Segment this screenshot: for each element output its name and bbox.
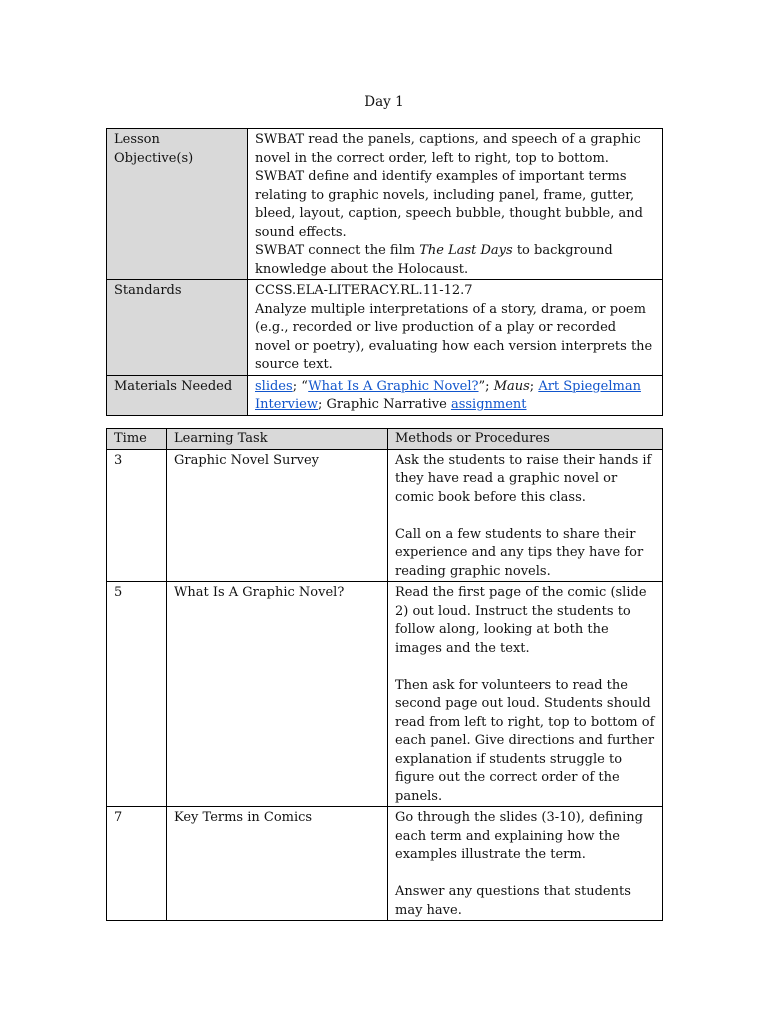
standard-code: CCSS.ELA-LITERACY.RL.11-12.7 — [255, 283, 473, 298]
table-header-row — [107, 429, 663, 450]
objectives-cell — [248, 129, 663, 280]
assignment-link[interactable]: assignment — [450, 397, 527, 412]
time-cell: 5 — [107, 582, 167, 807]
methods-cell — [388, 582, 663, 807]
objective-1: SWBAT read the panels, captions, and speech of a graphic novel in the correct order, left to right, top to bottom. — [255, 132, 641, 166]
lesson-plan-table — [106, 128, 663, 416]
task-cell: What Is A Graphic Novel? — [167, 582, 388, 807]
header-methods: Methods or Procedures — [388, 429, 663, 450]
table-row — [107, 582, 663, 807]
slides-link[interactable]: slides — [255, 378, 293, 394]
standards-cell — [248, 280, 663, 376]
method-step: Read the first page of the comic (slide 2) out loud. Instruct the students to follow along, looking at both the images and the text. — [395, 585, 647, 656]
objectives-label: Lesson Objective(s) — [107, 129, 248, 280]
task-cell: Key Terms in Comics — [167, 807, 388, 921]
header-time: Time — [107, 429, 167, 450]
header-learning-task: Learning Task — [167, 429, 388, 450]
table-row — [107, 807, 663, 921]
standards-row — [107, 280, 663, 376]
objective-3-suffix: to background knowledge about the Holocaust. — [255, 243, 613, 277]
materials-separator: ; Graphic Narrative — [317, 397, 451, 412]
materials-cell — [248, 375, 663, 415]
objective-3 — [255, 242, 655, 279]
methods-cell — [388, 449, 663, 582]
materials-row — [107, 375, 663, 415]
materials-label: Materials Needed — [107, 375, 248, 415]
standards-label: Standards — [107, 280, 248, 376]
method-step: Go through the slides (3-10), defining each term and explaining how the examples illustrate the term. — [395, 810, 643, 862]
method-step: Then ask for volunteers to read the second page out loud. Students should read from left to right, top to bottom of each panel. Give directions and further explanation if students struggle to figure out the correct order of the panels. — [395, 677, 655, 804]
methods-cell — [388, 807, 663, 921]
spiegelman-interview-link[interactable]: Art Spiegelman Interview — [255, 378, 641, 412]
film-title: The Last Days — [419, 243, 513, 258]
maus-title: Maus — [493, 378, 530, 394]
graphic-novel-link[interactable]: What Is A Graphic Novel? — [308, 378, 479, 394]
task-cell: Graphic Novel Survey — [167, 449, 388, 582]
time-cell: 7 — [107, 807, 167, 921]
table-row — [107, 449, 663, 582]
materials-separator: ; “ — [292, 378, 309, 394]
objective-2: SWBAT define and identify examples of important terms relating to graphic novels, including panel, frame, gutter, bleed, layout, caption, speech bubble, thought bubble, and sound effects. — [255, 169, 643, 240]
standard-text: Analyze multiple interpretations of a story, drama, or poem (e.g., recorded or live production of a play or recorded novel or poetry), evaluating how each version interprets the source text. — [255, 301, 653, 372]
method-step: Answer any questions that students may have. — [395, 884, 631, 918]
learning-tasks-table — [106, 428, 663, 921]
objectives-row — [107, 129, 663, 280]
objective-3-prefix: SWBAT connect the film — [255, 243, 420, 258]
method-step: Call on a few students to share their experience and any tips they have for reading graphic novels. — [395, 526, 644, 579]
materials-separator: ; — [529, 378, 539, 394]
time-cell: 3 — [107, 449, 167, 582]
page-title: Day 1 — [364, 94, 404, 110]
method-step: Ask the students to raise their hands if they have read a graphic novel or comic book before this class. — [395, 452, 652, 505]
materials-separator: ”; — [478, 378, 494, 394]
